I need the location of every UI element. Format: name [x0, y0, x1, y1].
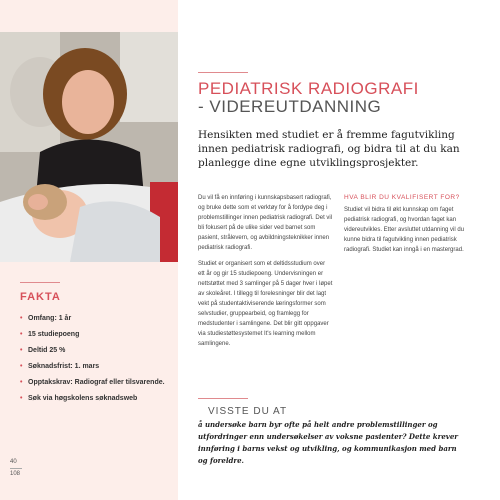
lead-paragraph: Hensikten med studiet er å fremme fagutvikling innen pediatrisk radiografi, og bidra til at du kan planlegge dine egne utviklingsprosjekter.: [198, 129, 460, 169]
fakta-item-opptakskrav: • Opptakskrav: Radiograf eller tilsvarende.: [20, 379, 170, 386]
visste-heading: VISSTE DU AT: [208, 406, 288, 417]
visste-divider: [198, 398, 248, 399]
photo-radiographer-with-child: [0, 32, 178, 262]
page-title: [198, 80, 419, 116]
body-paragraph-1: Du vil få en innføring i kunnskapsbasert radiografi, og bruke dette som et verktøy for å fordype deg i problemstillinger innen pediatrisk radiografi. Det vil bli fokusert på de ulike sider ved barnet som pasient, strålevern, og avbildningsteknikker innen pediatrisk radiografi.: [198, 195, 333, 251]
fakta-list: [20, 315, 170, 402]
page-number-bottom: 108: [10, 471, 21, 477]
qualification-box: [344, 193, 476, 255]
qualification-heading: HVA BLIR DU KVALIFISERT FOR?: [344, 194, 460, 201]
fakta-item-deltid: • Deltid 25 %: [20, 347, 170, 354]
qualification-text: Studiet vil bidra til økt kunnskap om faget pediatrisk radiografi, og hvordan faget kan videreutvikles. Etter avsluttet utdanning vil du kunne bidra til fagutvikling innen pediatrisk radiografi. Studiet kan inngå i en mastergrad.: [344, 207, 465, 253]
fakta-item-omfang: • Omfang: 1 år: [20, 315, 170, 322]
title-line2: - VIDEREUTDANNING: [198, 97, 382, 116]
left-panel: [0, 0, 178, 500]
page-number-top: 40: [10, 459, 17, 465]
body-paragraph-2: Studiet er organisert som et deltidsstudium over ett år og gir 15 studiepoeng. Undervisningen er nettstøttet med 3 samlinger på 5 dager hver i løpet av skoleåret. I tillegg til forelesninger blir det lagt vekt på studentaktiviserende læringsformer som selvstudier, gruppearbeid, og framlegg for medstudenter i samlingene. Det blir gitt oppgaver via studiestøttesystemet It's learning mellom samlingene.: [198, 261, 333, 347]
title-divider: [198, 72, 248, 73]
page-number-divider: [10, 468, 22, 469]
body-column: [198, 193, 333, 355]
fakta-box: [20, 282, 170, 411]
photo-illustration: [0, 32, 178, 262]
page-numbers: [10, 458, 22, 479]
fakta-item-soknadsweb: • Søk via høgskolens søknadsweb: [20, 395, 170, 402]
fakta-item-soknadsfrist: • Søknadsfrist: 1. mars: [20, 363, 170, 370]
fakta-divider: [20, 282, 60, 283]
fakta-heading: FAKTA: [20, 291, 61, 303]
visste-text: å undersøke barn byr ofte på helt andre problemstillinger og utfordringer enn undersøkelser av voksne pasienter? Dette krever innføring i barns vekst og utvikling, og kommunikasjon med barn og foreldre.: [198, 420, 458, 465]
fakta-item-studiepoeng: • 15 studiepoeng: [20, 331, 170, 338]
title-line1: PEDIATRISK RADIOGRAFI: [198, 79, 419, 98]
